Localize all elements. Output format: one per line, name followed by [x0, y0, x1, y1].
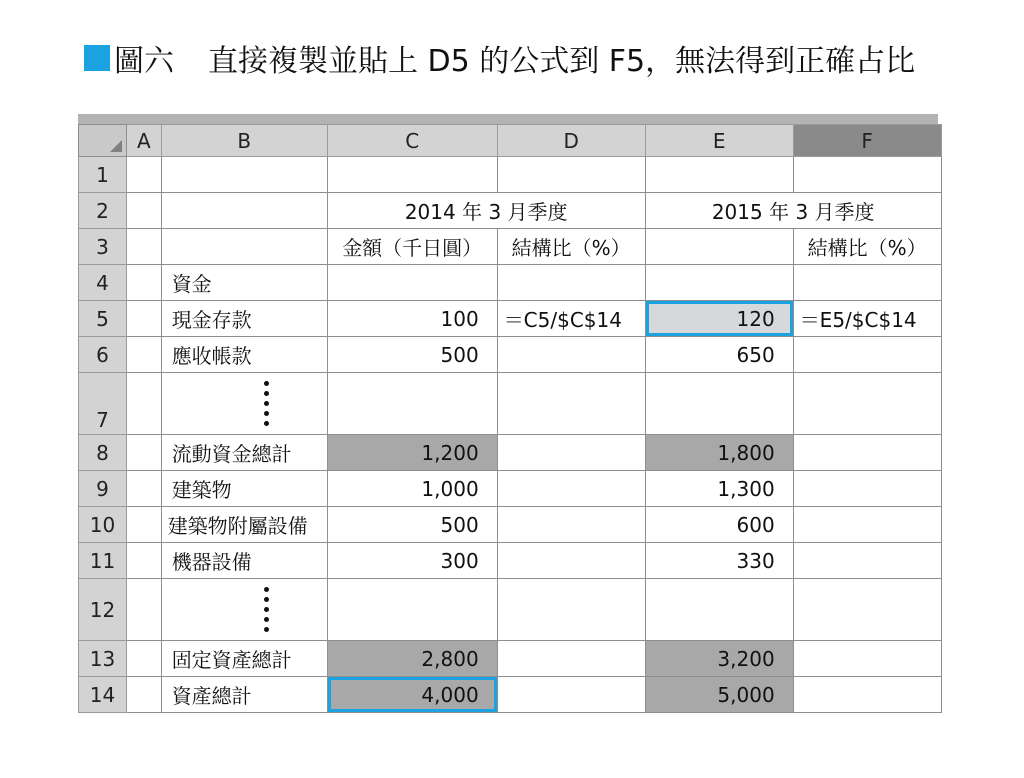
column-header-a[interactable]: A: [127, 125, 162, 157]
table-row: [79, 471, 942, 507]
cell-b11[interactable]: 機器設備: [161, 543, 327, 579]
cell-b10[interactable]: 建築物附屬設備: [161, 507, 327, 543]
toolbar-strip: [78, 114, 938, 124]
cell-f8[interactable]: [793, 435, 941, 471]
cell-e11[interactable]: 330: [645, 543, 793, 579]
cell-a11[interactable]: [127, 543, 162, 579]
cell-e3[interactable]: [645, 229, 793, 265]
cell-c10[interactable]: 500: [327, 507, 497, 543]
cell-b2[interactable]: [161, 193, 327, 229]
cell-f3-ratio-header[interactable]: 結構比（%）: [793, 229, 941, 265]
row-header[interactable]: 2: [79, 193, 127, 229]
table-row: [79, 337, 942, 373]
select-all-corner[interactable]: [79, 125, 127, 157]
cell-c7[interactable]: [327, 373, 497, 435]
cell-a12[interactable]: [127, 579, 162, 641]
figure-title: [84, 38, 915, 78]
cell-b12[interactable]: [161, 579, 327, 641]
cell-f10[interactable]: [793, 507, 941, 543]
cell-e4[interactable]: [645, 265, 793, 301]
cell-c3-amount-header[interactable]: 金額（千日圓）: [327, 229, 497, 265]
cell-e14-total[interactable]: 5,000: [645, 677, 793, 713]
cell-e13-subtotal[interactable]: 3,200: [645, 641, 793, 677]
cell-b9[interactable]: 建築物: [161, 471, 327, 507]
table-row: [79, 435, 942, 471]
cell-d14[interactable]: [497, 677, 645, 713]
table-row: [79, 507, 942, 543]
cell-f1[interactable]: [793, 157, 941, 193]
cell-d6[interactable]: [497, 337, 645, 373]
cell-c12[interactable]: [327, 579, 497, 641]
cell-a10[interactable]: [127, 507, 162, 543]
row-header[interactable]: 10: [79, 507, 127, 543]
column-header-b[interactable]: B: [161, 125, 327, 157]
table-row: [79, 193, 942, 229]
table-row: [79, 543, 942, 579]
table-row: [79, 677, 942, 713]
row-header[interactable]: 1: [79, 157, 127, 193]
row-header[interactable]: 5: [79, 301, 127, 337]
cell-e5-selected[interactable]: 120: [645, 301, 793, 337]
cell-a1[interactable]: [127, 157, 162, 193]
cell-b4[interactable]: 資金: [161, 265, 327, 301]
row-header[interactable]: 13: [79, 641, 127, 677]
row-header[interactable]: 6: [79, 337, 127, 373]
cell-d9[interactable]: [497, 471, 645, 507]
figure-caption: 直接複製並貼上 D5 的公式到 F5，無法得到正確占比: [208, 44, 916, 79]
cell-b13[interactable]: 固定資產總計: [161, 641, 327, 677]
cell-c11[interactable]: 300: [327, 543, 497, 579]
table-row: [79, 641, 942, 677]
cell-c6[interactable]: 500: [327, 337, 497, 373]
cell-c4[interactable]: [327, 265, 497, 301]
cell-f7[interactable]: [793, 373, 941, 435]
cell-b5[interactable]: 現金存款: [161, 301, 327, 337]
cell-d13[interactable]: [497, 641, 645, 677]
row-header[interactable]: 8: [79, 435, 127, 471]
row-header[interactable]: 9: [79, 471, 127, 507]
cell-b7[interactable]: [161, 373, 327, 435]
cell-a8[interactable]: [127, 435, 162, 471]
cell-e7[interactable]: [645, 373, 793, 435]
cell-f5-formula[interactable]: ＝E5/$C$14: [793, 301, 941, 337]
cell-b6[interactable]: 應收帳款: [161, 337, 327, 373]
cell-d1[interactable]: [497, 157, 645, 193]
cell-b14[interactable]: 資產總計: [161, 677, 327, 713]
cell-a3[interactable]: [127, 229, 162, 265]
cell-d5-formula[interactable]: ＝C5/$C$14: [497, 301, 645, 337]
cell-a5[interactable]: [127, 301, 162, 337]
cell-b3[interactable]: [161, 229, 327, 265]
cell-d11[interactable]: [497, 543, 645, 579]
cell-f12[interactable]: [793, 579, 941, 641]
table-row: [79, 579, 942, 641]
cell-f11[interactable]: [793, 543, 941, 579]
cell-d12[interactable]: [497, 579, 645, 641]
cell-e1[interactable]: [645, 157, 793, 193]
cell-d8[interactable]: [497, 435, 645, 471]
cell-d4[interactable]: [497, 265, 645, 301]
row-header[interactable]: 4: [79, 265, 127, 301]
figure-label: 圖六: [114, 44, 174, 79]
cell-b1[interactable]: [161, 157, 327, 193]
column-header-f[interactable]: F: [793, 125, 941, 157]
column-header-row: [79, 125, 942, 157]
ellipsis-vertical-icon: [260, 587, 274, 632]
cell-f9[interactable]: [793, 471, 941, 507]
row-header[interactable]: 3: [79, 229, 127, 265]
cell-e6[interactable]: 650: [645, 337, 793, 373]
column-header-d[interactable]: D: [497, 125, 645, 157]
cell-c5[interactable]: 100: [327, 301, 497, 337]
table-row: [79, 301, 942, 337]
cell-d3-ratio-header[interactable]: 結構比（%）: [497, 229, 645, 265]
table-row: [79, 229, 942, 265]
row-header[interactable]: 7: [79, 373, 127, 435]
cell-d7[interactable]: [497, 373, 645, 435]
cell-c1[interactable]: [327, 157, 497, 193]
title-square-icon: [84, 45, 110, 71]
spreadsheet-grid: [78, 124, 942, 713]
cell-a2[interactable]: [127, 193, 162, 229]
table-row: [79, 265, 942, 301]
row-header[interactable]: 11: [79, 543, 127, 579]
cell-d10[interactable]: [497, 507, 645, 543]
cell-c13-subtotal[interactable]: 2,800: [327, 641, 497, 677]
cell-a9[interactable]: [127, 471, 162, 507]
cell-f4[interactable]: [793, 265, 941, 301]
select-all-icon: [110, 140, 122, 152]
cell-f6[interactable]: [793, 337, 941, 373]
row-header[interactable]: 12: [79, 579, 127, 641]
cell-e10[interactable]: 600: [645, 507, 793, 543]
cell-a14[interactable]: [127, 677, 162, 713]
cell-c9[interactable]: 1,000: [327, 471, 497, 507]
cell-a7[interactable]: [127, 373, 162, 435]
cell-a13[interactable]: [127, 641, 162, 677]
cell-e9[interactable]: 1,300: [645, 471, 793, 507]
cell-c14-total-selected[interactable]: 4,000: [327, 677, 497, 713]
table-row: [79, 157, 942, 193]
ellipsis-vertical-icon: [260, 381, 274, 426]
cell-f13[interactable]: [793, 641, 941, 677]
cell-e8-subtotal[interactable]: 1,800: [645, 435, 793, 471]
table-row: [79, 373, 942, 435]
cell-a4[interactable]: [127, 265, 162, 301]
column-header-c[interactable]: C: [327, 125, 497, 157]
cell-b8[interactable]: 流動資金總計: [161, 435, 327, 471]
cell-e12[interactable]: [645, 579, 793, 641]
cell-c2-period-2014[interactable]: 2014 年 3 月季度: [327, 193, 645, 229]
cell-f14[interactable]: [793, 677, 941, 713]
row-header[interactable]: 14: [79, 677, 127, 713]
cell-a6[interactable]: [127, 337, 162, 373]
column-header-e[interactable]: E: [645, 125, 793, 157]
cell-e2-period-2015[interactable]: 2015 年 3 月季度: [645, 193, 941, 229]
cell-c8-subtotal[interactable]: 1,200: [327, 435, 497, 471]
